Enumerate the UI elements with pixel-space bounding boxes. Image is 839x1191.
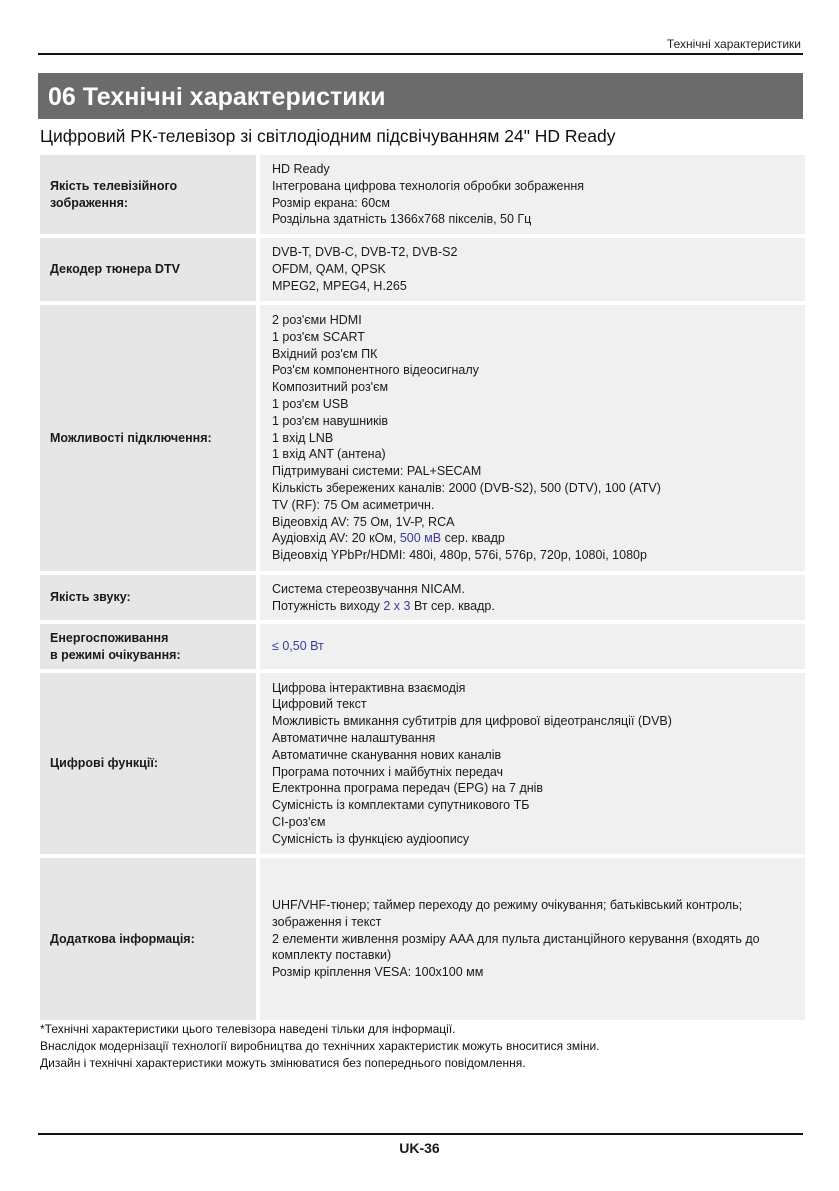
spec-value: DVB-T, DVB-C, DVB-T2, DVB-S2 (272, 245, 458, 260)
spec-value-audio (272, 530, 795, 547)
bottom-divider (38, 1133, 803, 1135)
spec-value: 1 роз'єм навушників (272, 413, 389, 428)
spec-values (260, 673, 805, 854)
power-value: 2 x 3 (383, 598, 411, 613)
spec-value: Інтегрована цифрова технологія обробки зображення (272, 178, 585, 193)
spec-label: Можливості підключення: (40, 305, 256, 571)
spec-value: Розмір кріплення VESA: 100x100 мм (272, 965, 484, 980)
spec-value: 1 вхід ANT (антена) (272, 447, 386, 462)
spec-values (260, 238, 805, 301)
spec-row-connectivity (40, 305, 805, 571)
spec-values (260, 575, 805, 620)
running-header: Технічні характеристики (666, 37, 801, 51)
spec-row-digital (40, 673, 805, 854)
footnotes (40, 1021, 599, 1072)
spec-value: 1 вхід LNB (272, 430, 334, 445)
top-divider (38, 53, 803, 55)
spec-row-standby (40, 624, 805, 669)
spec-value: 1 роз'єм SCART (272, 329, 365, 344)
spec-value: Відеовхід YPbPr/HDMI: 480i, 480p, 576i, 576p, 720p, 1080i, 1080p (272, 548, 647, 563)
spec-value: Підтримувані системи: PAL+SECAM (272, 464, 482, 479)
spec-label: Додаткова інформація: (40, 858, 256, 1020)
spec-label: Декодер тюнера DTV (40, 238, 256, 301)
spec-value: Роздільна здатність 1366x768 пікселів, 50 Гц (272, 212, 532, 227)
product-subtitle: Цифровий РК-телевізор зі світлодіодним підсвічуванням 24" HD Ready (40, 126, 616, 146)
spec-label: Енергоспоживання в режимі очікування: (40, 624, 256, 669)
footnote: Внаслідок модернізації технології виробництва до технічних характеристик можуть вноситися зміни. (40, 1039, 600, 1053)
footnote: Дизайн і технічні характеристики можуть змінюватися без попереднього повідомлення. (40, 1056, 526, 1070)
spec-value: 2 роз'єми HDMI (272, 313, 362, 328)
audio-voltage: 500 мВ (399, 531, 442, 546)
spec-value: Цифровий текст (272, 697, 367, 712)
spec-value: Автоматичне налаштування (272, 730, 436, 745)
spec-value-power (272, 598, 795, 615)
spec-row-dtv (40, 238, 805, 301)
spec-value: CI-роз'єм (272, 814, 326, 829)
spec-value: Відеовхід AV: 75 Ом, 1V-P, RCA (272, 514, 455, 529)
audio-prefix: Аудіовхід AV: 20 кОм, (272, 531, 400, 546)
spec-value: Кількість збережених каналів: 2000 (DVB-S2), 500 (DTV), 100 (ATV) (272, 480, 661, 495)
spec-value: Сумісність із комплектами супутникового ТБ (272, 798, 530, 813)
spec-values (260, 305, 805, 571)
standby-power-value: ≤ 0,50 Вт (272, 639, 324, 654)
spec-row-sound (40, 575, 805, 620)
spec-label: Цифрові функції: (40, 673, 256, 854)
spec-value: Цифрова інтерактивна взаємодія (272, 680, 466, 695)
spec-value: Розмір екрана: 60см (272, 195, 390, 210)
spec-value: Композитний роз'єм (272, 380, 389, 395)
spec-values (260, 155, 805, 234)
spec-table (40, 155, 805, 1024)
spec-row-additional (40, 858, 805, 1020)
spec-value: Вхідний роз'єм ПК (272, 346, 378, 361)
power-prefix: Потужність виходу (272, 598, 384, 613)
spec-values (260, 858, 805, 1020)
spec-values (260, 624, 805, 669)
chapter-title: 06 Технічні характеристики (38, 73, 803, 119)
spec-value: MPEG2, MPEG4, H.265 (272, 278, 407, 293)
spec-label: Якість телевізійного зображення: (40, 155, 256, 234)
audio-suffix: сер. квадр (441, 531, 505, 546)
power-suffix: Вт сер. квадр. (410, 598, 495, 613)
spec-value: HD Ready (272, 161, 330, 176)
spec-row-picture (40, 155, 805, 234)
spec-value: Електронна програма передач (EPG) на 7 днів (272, 781, 544, 796)
spec-value: Система стереозвучання NICAM. (272, 581, 465, 596)
spec-label: Якість звуку: (40, 575, 256, 620)
spec-value: Автоматичне сканування нових каналів (272, 747, 502, 762)
spec-value: Роз'єм компонентного відеосигналу (272, 363, 479, 378)
spec-value: 1 роз'єм USB (272, 397, 349, 411)
spec-value: Програма поточних і майбутніх передач (272, 764, 504, 779)
spec-value: Сумісність із функцією аудіоопису (272, 831, 470, 846)
footnote: *Технічні характеристики цього телевізора наведені тільки для інформації. (40, 1022, 456, 1036)
page-number: UK-36 (399, 1140, 440, 1156)
spec-value: 2 елементи живлення розміру AAA для пульта дистанційного керування (входять до комплекту поставки) (272, 931, 760, 963)
spec-value: UHF/VHF-тюнер; таймер переходу до режиму очікування; батьківський контроль; зображення і текст (272, 898, 743, 929)
spec-value: OFDM, QAM, QPSK (272, 262, 386, 277)
spec-value: TV (RF): 75 Ом асиметричн. (272, 497, 435, 512)
spec-value: Можливість вмикання субтитрів для цифрової відеотрансляції (DVB) (272, 714, 672, 729)
